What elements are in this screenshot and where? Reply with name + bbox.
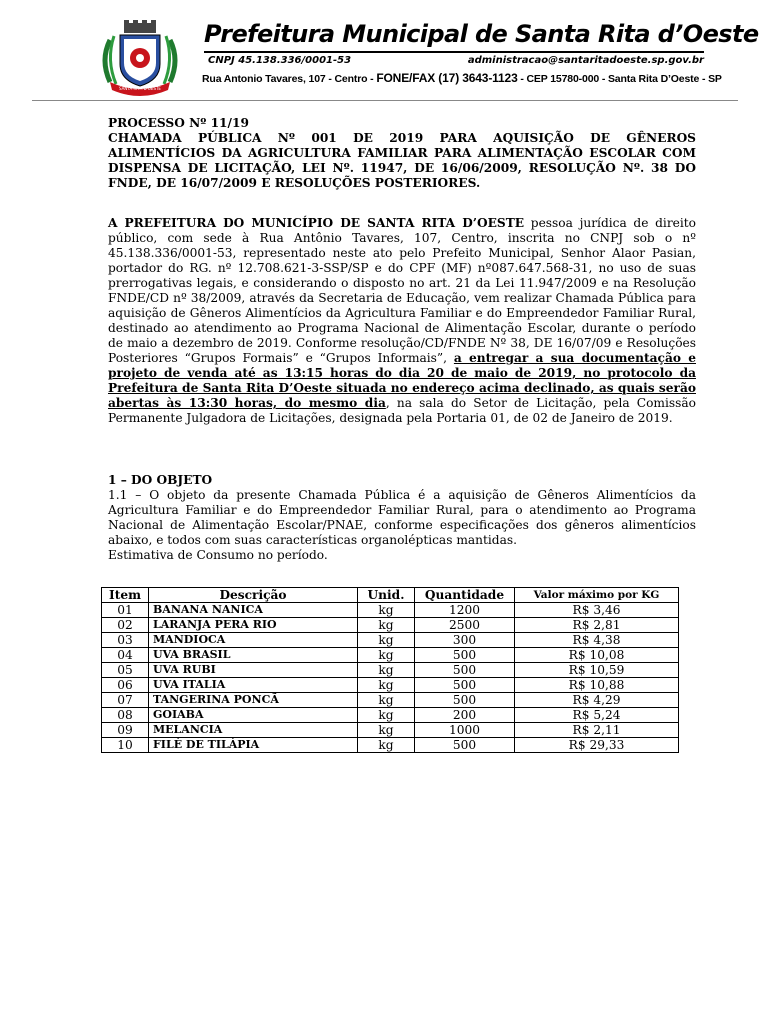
cell-unid: kg <box>358 738 415 753</box>
cell-quantidade: 300 <box>415 633 515 648</box>
address-prefix: Rua Antonio Tavares, 107 - Centro - <box>202 73 377 85</box>
intro-text-2: , na sala do Setor de Licitação, pela Comissão Permanente Julgadora de Licitações, designada pela Portaria 01, de 02 de Janeiro de 2019. <box>108 396 696 425</box>
cell-valor: R$ 10,08 <box>515 648 679 663</box>
table-row <box>102 693 679 708</box>
table-row <box>102 663 679 678</box>
cell-unid: kg <box>358 618 415 633</box>
entity-name: A PREFEITURA DO MUNICÍPIO DE SANTA RITA D’OESTE <box>108 216 525 230</box>
objeto-paragraph: 1.1 – O objeto da presente Chamada Pública é a aquisição de Gêneros Alimentícios da Agricultura Familiar e do Empreendedor Familiar Rural, para o atendimento ao Programa Nacional de Alimentação Escolar/PNAE, conforme especificações dos gêneros alimentícios abaixo, e todos com suas características organolépticas mantidas. <box>108 488 696 547</box>
cell-valor: R$ 2,81 <box>515 618 679 633</box>
header-item: Item <box>102 588 149 603</box>
cell-valor: R$ 29,33 <box>515 738 679 753</box>
document-title-block <box>108 116 696 191</box>
table-row <box>102 678 679 693</box>
deadline-emphasis: a entregar a sua documentação e projeto de venda até as 13:15 horas do dia 20 de maio de 2019, no protocolo da Prefeitura de Santa Rita D’Oeste situada no endereço acima declinado, as quais serão abertas às 13:30 horas, do mesmo dia <box>108 351 696 410</box>
cell-quantidade: 2500 <box>415 618 515 633</box>
cell-descricao: FILÉ DE TILÁPIA <box>149 738 358 753</box>
cell-valor: R$ 4,38 <box>515 633 679 648</box>
cell-valor: R$ 10,59 <box>515 663 679 678</box>
cell-item: 05 <box>102 663 149 678</box>
intro-paragraph <box>108 216 696 426</box>
cell-item: 01 <box>102 603 149 618</box>
address-suffix: - CEP 15780-000 - Santa Rita D’Oeste - SP <box>517 73 722 85</box>
cell-quantidade: 200 <box>415 708 515 723</box>
cell-item: 02 <box>102 618 149 633</box>
cell-descricao: GOIABA <box>149 708 358 723</box>
cell-descricao: UVA BRASIL <box>149 648 358 663</box>
cell-unid: kg <box>358 633 415 648</box>
cell-quantidade: 500 <box>415 693 515 708</box>
crest-banner-text: SANTA RITA D'OESTE <box>119 86 161 91</box>
cell-quantidade: 500 <box>415 738 515 753</box>
header-rule <box>32 100 738 101</box>
letterhead-address <box>202 71 722 85</box>
table-header-row <box>102 588 679 603</box>
cell-valor: R$ 2,11 <box>515 723 679 738</box>
cell-valor: R$ 5,24 <box>515 708 679 723</box>
table-row <box>102 723 679 738</box>
cell-quantidade: 1200 <box>415 603 515 618</box>
header-quantidade: Quantidade <box>415 588 515 603</box>
table-row <box>102 633 679 648</box>
letterhead-divider <box>204 51 704 53</box>
cell-valor: R$ 4,29 <box>515 693 679 708</box>
cell-unid: kg <box>358 708 415 723</box>
table-row <box>102 648 679 663</box>
cell-item: 08 <box>102 708 149 723</box>
cell-unid: kg <box>358 663 415 678</box>
intro-text-1: pessoa jurídica de direito público, com sede à Rua Antônio Tavares, 107, Centro, inscrita no CNPJ sob o nº 45.138.336/0001-53, representado neste ato pelo Prefeito Municipal, Senhor Alaor Pasian, portador do RG. nº 12.708.621-3-SSP/SP e do CPF (MF) nº087.647.568-31, no uso de suas prerrogativas legais, e considerando o disposto no art. 21 da Lei 11.947/2009 e na Resolução FNDE/CD nº 38/2009, através da Secretaria de Educação, vem realizar Chamada Pública para aquisição de Gêneros Alimentícios da Agricultura Familiar e do Empreendedor Familiar Rural, destinado ao atendimento ao Programa Nacional de Alimentação Escolar, durante o período de maio a dezembro de 2019. Conforme resolução/CD/FNDE Nº 38, DE 16/07/09 e Resoluções Posteriores “Grupos Formais” e “Grupos Informais”, <box>108 216 697 365</box>
cell-descricao: TANGERINA PONCÃ <box>149 693 358 708</box>
phone-fax: FONE/FAX (17) 3643-1123 <box>376 71 518 85</box>
cell-unid: kg <box>358 678 415 693</box>
cell-descricao: UVA RUBI <box>149 663 358 678</box>
cell-descricao: UVA ITALIA <box>149 678 358 693</box>
objeto-section <box>108 473 696 563</box>
letterhead <box>96 14 759 98</box>
header-descricao: Descrição <box>149 588 358 603</box>
items-table <box>101 587 679 753</box>
chamada-publica-title: CHAMADA PÚBLICA Nº 001 DE 2019 PARA AQUISIÇÃO DE GÊNEROS ALIMENTÍCIOS DA AGRICULTURA FAMILIAR PARA ALIMENTAÇÃO ESCOLAR COM DISPENSA DE LICITAÇÃO, LEI Nº. 11947, DE 16/06/2009, RESOLUÇÃO Nº. 38 DO FNDE, DE 16/07/2009 E RESOLUÇÕES POSTERIORES. <box>108 131 696 190</box>
processo-number: PROCESSO Nº 11/19 <box>108 116 249 130</box>
cell-unid: kg <box>358 648 415 663</box>
letterhead-title: Prefeitura Municipal de Santa Rita d’Oeste <box>204 20 759 48</box>
cell-valor: R$ 10,88 <box>515 678 679 693</box>
cell-quantidade: 500 <box>415 648 515 663</box>
table-row <box>102 738 679 753</box>
table-row <box>102 603 679 618</box>
letterhead-cnpj: CNPJ 45.138.336/0001-53 <box>208 55 352 66</box>
cell-descricao: MANDIOCA <box>149 633 358 648</box>
cell-descricao: BANANA NANICA <box>149 603 358 618</box>
cell-quantidade: 500 <box>415 678 515 693</box>
cell-descricao: MELANCIA <box>149 723 358 738</box>
cell-quantidade: 500 <box>415 663 515 678</box>
cell-item: 09 <box>102 723 149 738</box>
cell-unid: kg <box>358 603 415 618</box>
header-valor: Valor máximo por KG <box>515 588 679 603</box>
cell-quantidade: 1000 <box>415 723 515 738</box>
municipal-crest-icon <box>96 20 184 96</box>
cell-item: 03 <box>102 633 149 648</box>
table-row <box>102 708 679 723</box>
cell-item: 07 <box>102 693 149 708</box>
table-row <box>102 618 679 633</box>
cell-item: 04 <box>102 648 149 663</box>
section-heading: 1 – DO OBJETO <box>108 473 213 487</box>
cell-item: 06 <box>102 678 149 693</box>
estimativa-label: Estimativa de Consumo no período. <box>108 548 328 562</box>
cell-unid: kg <box>358 723 415 738</box>
header-unid: Unid. <box>358 588 415 603</box>
letterhead-email: administracao@santaritadoeste.sp.gov.br <box>467 55 704 66</box>
cell-valor: R$ 3,46 <box>515 603 679 618</box>
cell-unid: kg <box>358 693 415 708</box>
cell-item: 10 <box>102 738 149 753</box>
cell-descricao: LARANJA PERA RIO <box>149 618 358 633</box>
